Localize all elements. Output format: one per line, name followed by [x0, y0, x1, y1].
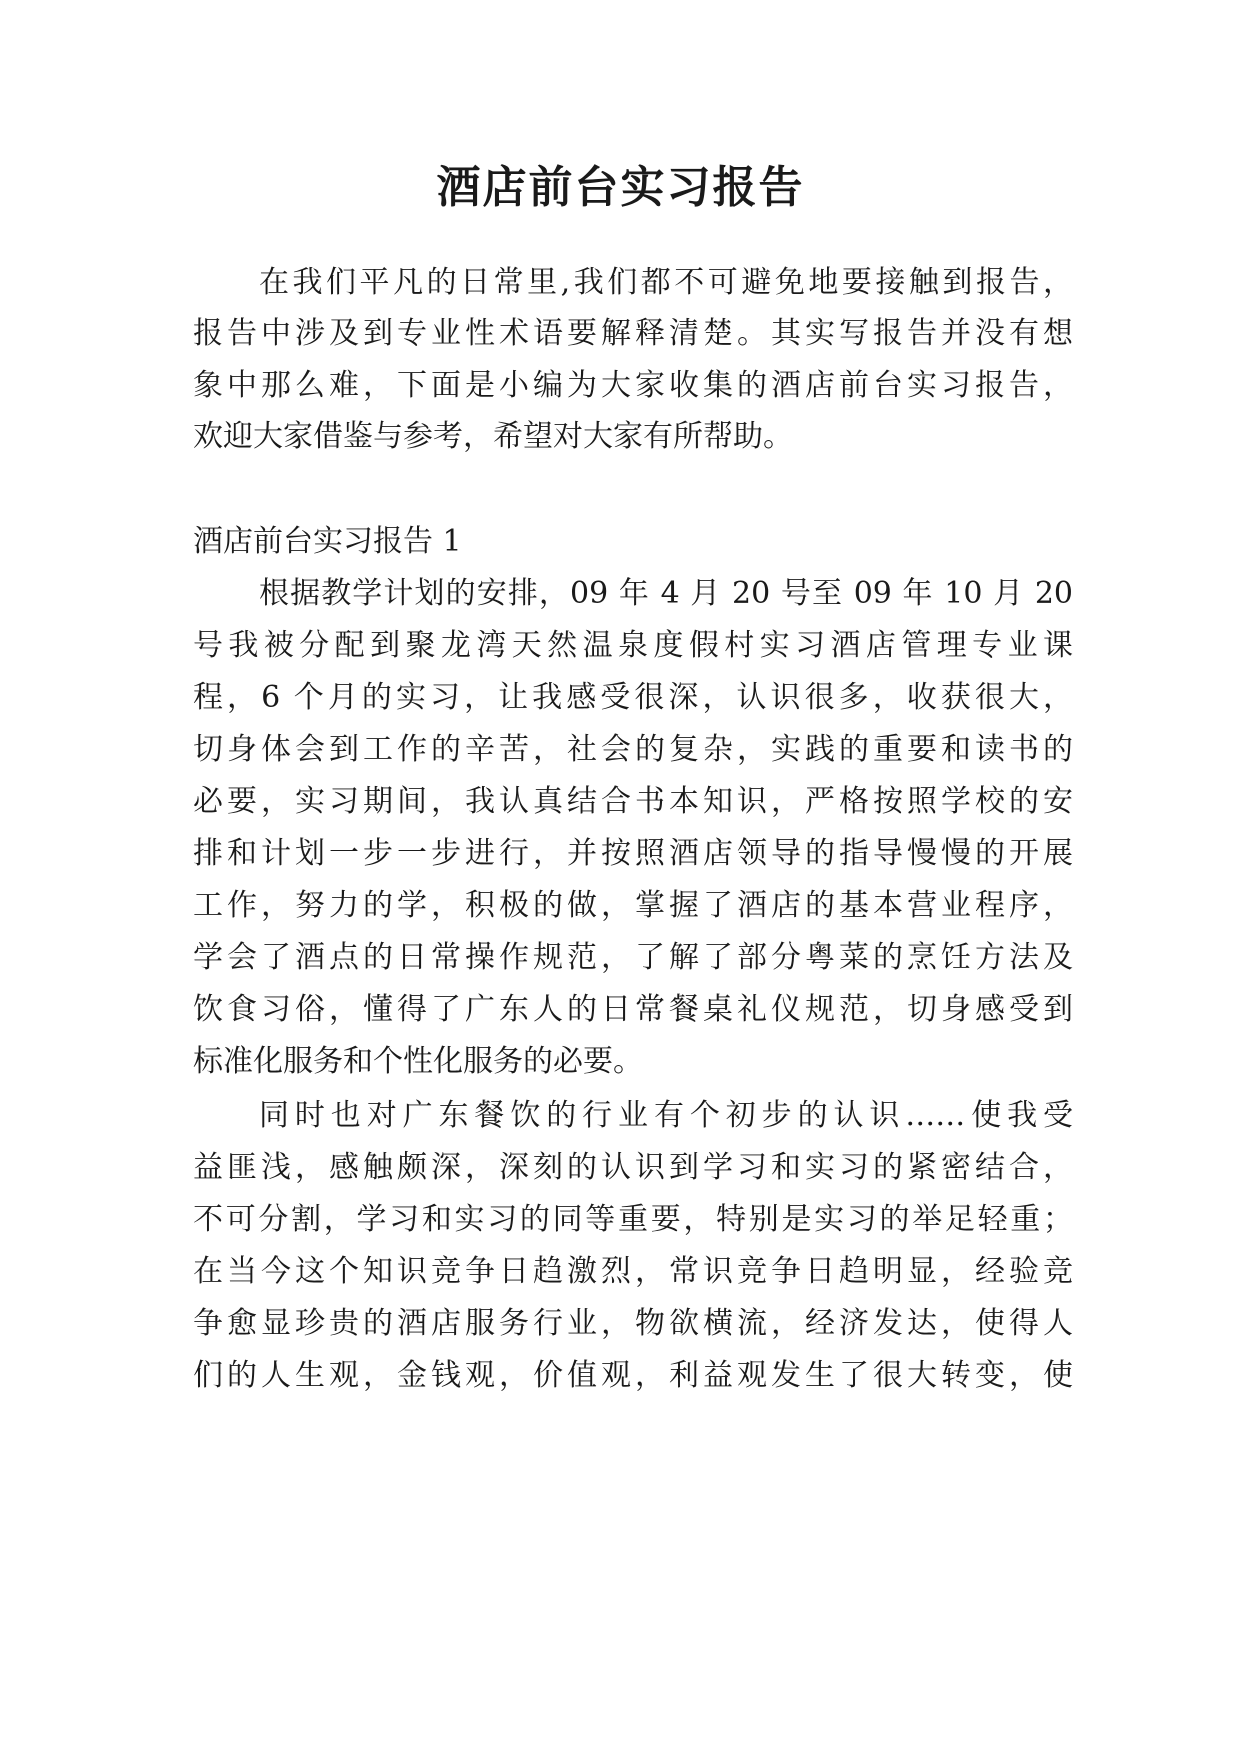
paragraph1-line-4: 切身体会到工作的辛苦，社会的复杂，实践的重要和读书的 — [193, 732, 1073, 767]
paragraph1-line-6: 排和计划一步一步进行，并按照酒店领导的指导慢慢的开展 — [193, 836, 1073, 871]
paragraph1-line-1: 根据教学计划的安排，09 年 4 月 20 号至 09 年 10 月 20 — [259, 576, 1073, 611]
section-heading: 酒店前台实习报告 1 — [193, 524, 462, 559]
intro-line-1: 在我们平凡的日常里,我们都不可避免地要接触到报告， — [259, 265, 1073, 300]
paragraph1-line-2: 号我被分配到聚龙湾天然温泉度假村实习酒店管理专业课 — [193, 628, 1073, 663]
paragraph2-line-3: 不可分割，学习和实习的同等重要，特别是实习的举足轻重； — [193, 1202, 1073, 1237]
paragraph2-line-5: 争愈显珍贵的酒店服务行业，物欲横流，经济发达，使得人 — [193, 1306, 1073, 1341]
paragraph1-line-10: 标准化服务和个性化服务的必要。 — [193, 1044, 643, 1079]
intro-line-3: 象中那么难，下面是小编为大家收集的酒店前台实习报告， — [193, 368, 1073, 403]
paragraph2-line-1: 同时也对广东餐饮的行业有个初步的认识……使我受 — [259, 1098, 1073, 1133]
intro-line-4: 欢迎大家借鉴与参考，希望对大家有所帮助。 — [193, 419, 793, 454]
paragraph1-line-3: 程，6 个月的实习，让我感受很深，认识很多，收获很大， — [193, 680, 1073, 715]
paragraph2-line-6: 们的人生观，金钱观，价值观，利益观发生了很大转变，使 — [193, 1358, 1073, 1393]
paragraph2-line-2: 益匪浅，感触颇深，深刻的认识到学习和实习的紧密结合， — [193, 1150, 1073, 1185]
paragraph1-line-8: 学会了酒点的日常操作规范，了解了部分粤菜的烹饪方法及 — [193, 940, 1073, 975]
paragraph2-line-4: 在当今这个知识竞争日趋激烈，常识竞争日趋明显，经验竞 — [193, 1254, 1073, 1289]
document-title: 酒店前台实习报告 — [436, 162, 805, 213]
paragraph1-line-5: 必要，实习期间，我认真结合书本知识，严格按照学校的安 — [193, 784, 1073, 819]
paragraph1-line-7: 工作，努力的学，积极的做，掌握了酒店的基本营业程序， — [193, 888, 1073, 923]
intro-line-2: 报告中涉及到专业性术语要解释清楚。其实写报告并没有想 — [193, 316, 1073, 351]
paragraph1-line-9: 饮食习俗，懂得了广东人的日常餐桌礼仪规范，切身感受到 — [193, 992, 1073, 1027]
